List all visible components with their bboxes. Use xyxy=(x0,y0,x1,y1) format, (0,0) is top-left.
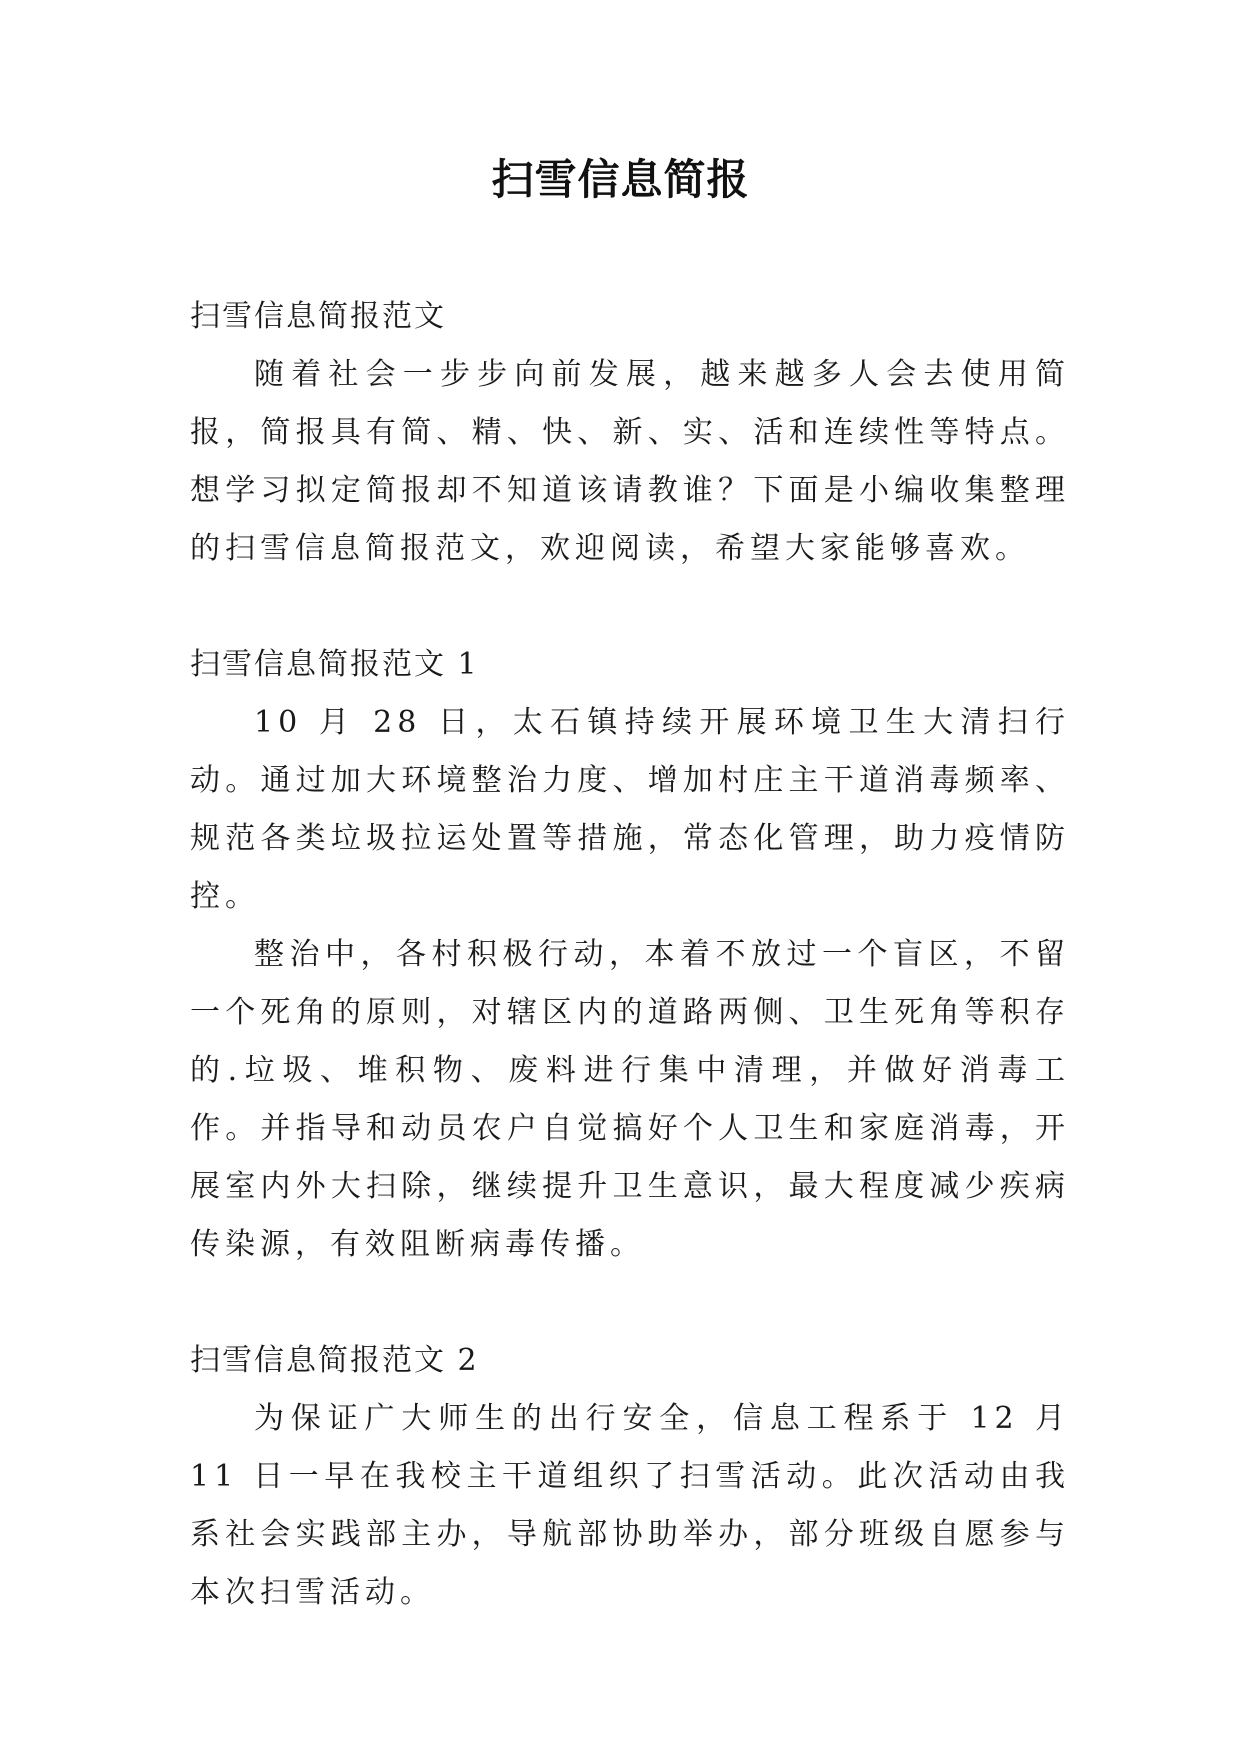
section-heading: 扫雪信息简报范文 1 xyxy=(190,647,479,682)
section-intro xyxy=(190,288,1070,578)
paragraph: 整治中，各村积极行动，本着不放过一个盲区，不留一个死角的原则，对辖区内的道路两侧、卫生死角等积存的.垃圾、堆积物、废料进行集中清理，并做好消毒工作。并指导和动员农户自觉搞好个人卫生和家庭消毒，开展室内外大扫除，继续提升卫生意识，最大程度减少疾病传染源，有效阻断病毒传播。 xyxy=(190,937,1070,1262)
paragraph: 10 月 28 日，太石镇持续开展环境卫生大清扫行动。通过加大环境整治力度、增加村庄主干道消毒频率、规范各类垃圾拉运处置等措施，常态化管理，助力疫情防控。 xyxy=(190,705,1070,914)
section-spacer xyxy=(190,1274,1070,1332)
document-body xyxy=(190,288,1070,1622)
section-sample-2 xyxy=(190,1332,1070,1622)
section-heading: 扫雪信息简报范文 2 xyxy=(190,1343,479,1378)
section-spacer xyxy=(190,578,1070,636)
document-title: 扫雪信息简报 xyxy=(491,155,750,204)
paragraph: 为保证广大师生的出行安全，信息工程系于 12 月 11 日一早在我校主干道组织了扫雪活动。此次活动由我系社会实践部主办，导航部协助举办，部分班级自愿参与本次扫雪活动。 xyxy=(190,1401,1070,1610)
section-sample-1 xyxy=(190,636,1070,1274)
paragraph: 随着社会一步步向前发展，越来越多人会去使用简报，简报具有简、精、快、新、实、活和连续性等特点。想学习拟定简报却不知道该请教谁？下面是小编收集整理的扫雪信息简报范文，欢迎阅读，希望大家能够喜欢。 xyxy=(190,357,1070,566)
section-heading: 扫雪信息简报范文 xyxy=(190,299,446,334)
